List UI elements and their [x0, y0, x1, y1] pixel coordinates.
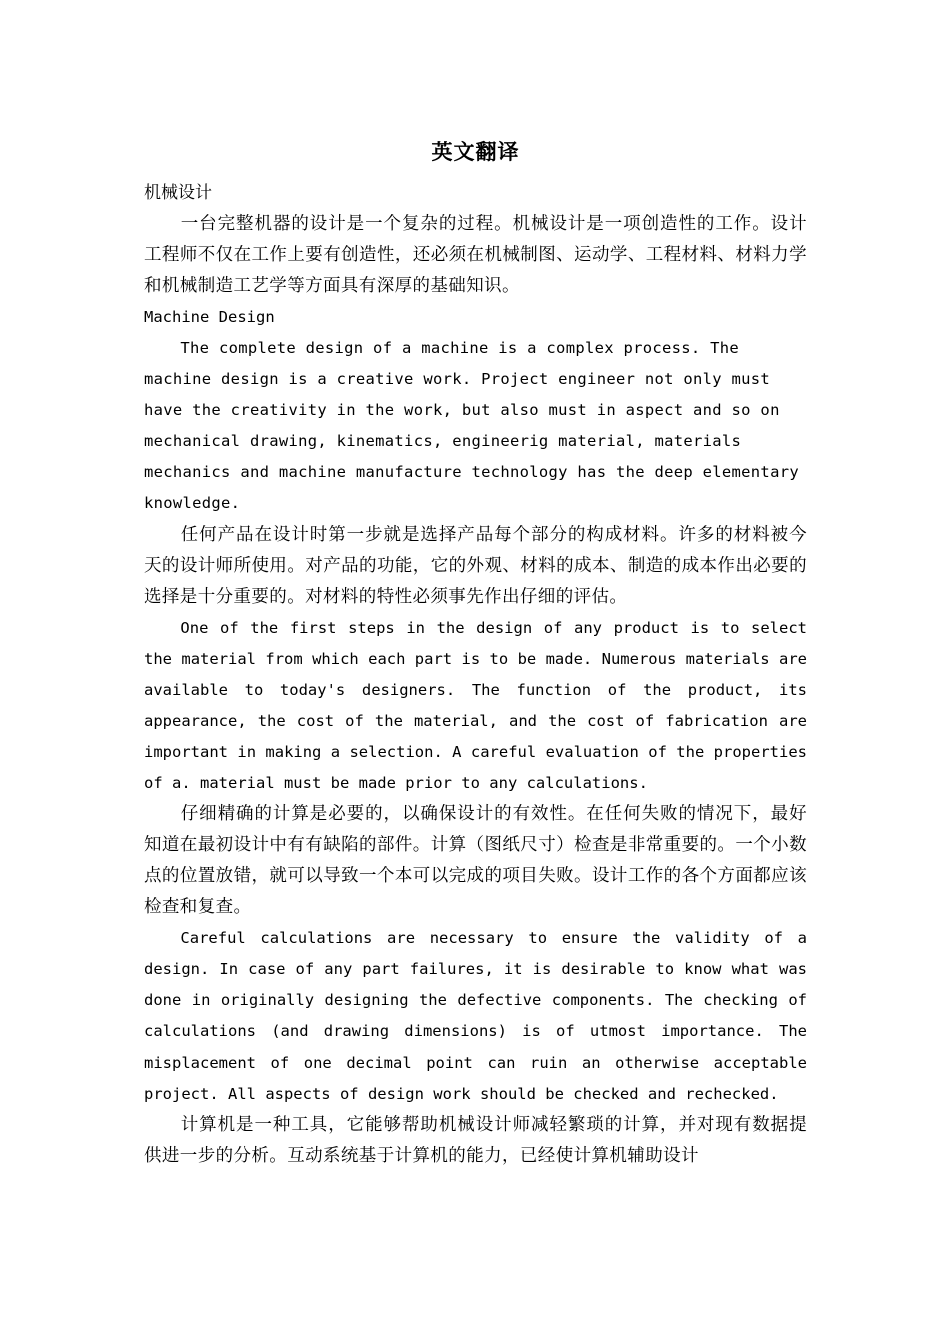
paragraph-calculations-english: Careful calculations are necessary to ensure the validity of a design. In case of any part failures, it is desirable to know what was done in originally designing the defective components. The checking of calculations (and drawing dimensions) is of utmost importance. The misplacement of one decimal point can ruin an otherwise acceptable project. All aspects of design work should be checked and rechecked. [144, 929, 807, 1103]
paragraph-materials-chinese: 任何产品在设计时第一步就是选择产品每个部分的构成材料。许多的材料被今天的设计师所使用。对产品的功能，它的外观、材料的成本、制造的成本作出必要的选择是十分重要的。对材料的特性必须事先作出仔细的评估。 [144, 524, 807, 607]
section-heading-chinese: 机械设计 [144, 183, 212, 203]
document-title: 英文翻译 [431, 140, 520, 164]
document-page [144, 136, 807, 1172]
paragraph-materials-english: One of the first steps in the design of any product is to select the material from which each part is to be made. Numerous materials are available to today's designers. The function of the product, its appearance, the cost of the material, and the cost of fabrication are important in making a selection. A careful evaluation of the properties of a. material must be made prior to any calculations. [144, 618, 807, 793]
paragraph-computer-chinese: 计算机是一种工具，它能够帮助机械设计师减轻繁琐的计算，并对现有数据提供进一步的分析。互动系统基于计算机的能力，已经使计算机辅助设计 [144, 1114, 807, 1166]
paragraph-calculations-chinese: 仔细精确的计算是必要的，以确保设计的有效性。在任何失败的情况下，最好知道在最初设计中有有缺陷的部件。计算（图纸尺寸）检查是非常重要的。一个小数点的位置放错，就可以导致一个本可以完成的项目失败。设计工作的各个方面都应该检查和复查。 [144, 804, 807, 918]
section-heading-english: Machine Design [144, 308, 275, 326]
paragraph-intro-english: The complete design of a machine is a complex process. The machine design is a creative work. Project engineer not only must have the creativity in the work, but also must in aspect and so on mechanical drawing, kinematics, engineerig material, materials mechanics and machine manufacture technology has the deep elementary knowledge. [144, 339, 799, 513]
paragraph-intro-chinese: 一台完整机器的设计是一个复杂的过程。机械设计是一项创造性的工作。设计工程师不仅在工作上要有创造性，还必须在机械制图、运动学、工程材料、材料力学和机械制造工艺学等方面具有深厚的基础知识。 [144, 214, 807, 296]
